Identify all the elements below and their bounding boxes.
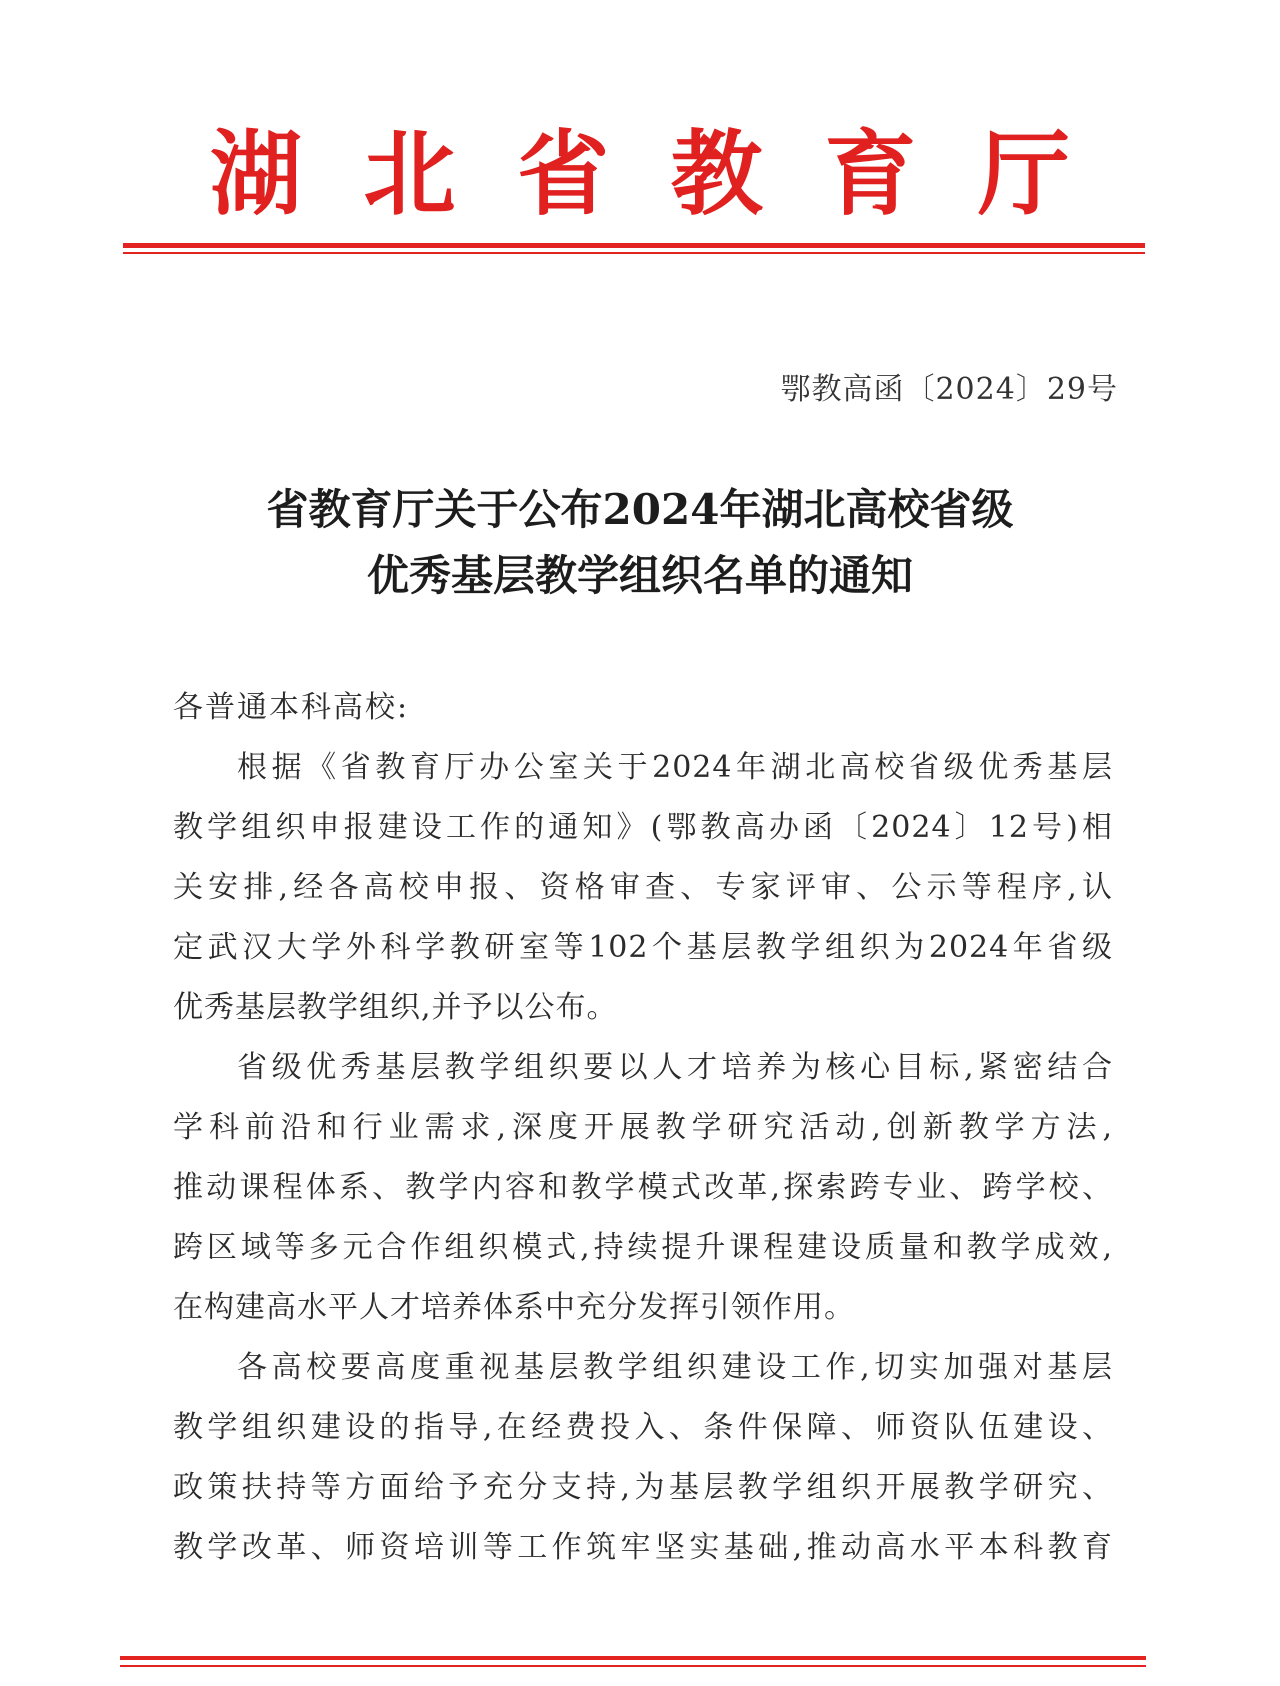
- letterhead: [210, 120, 1070, 230]
- paragraph-1-line: 根据《省教育厅办公室关于2024年湖北高校省级优秀基层: [237, 750, 1113, 785]
- letterhead-char: 育: [824, 121, 917, 228]
- paragraph-2-line: 推动课程体系、教学内容和教学模式改革,探索跨专业、跨学校、: [173, 1170, 1113, 1205]
- paragraph-3-line: 教学改革、师资培训等工作筑牢坚实基础,推动高水平本科教育: [173, 1530, 1113, 1565]
- letterhead-char: 厅: [977, 121, 1070, 228]
- paragraph-3-line: 教学组织建设的指导,在经费投入、条件保障、师资队伍建设、: [173, 1410, 1113, 1445]
- footer-rule-thick: [120, 1656, 1146, 1660]
- document-title-line-1: 省教育厅关于公布2024年湖北高校省级: [266, 485, 1014, 534]
- paragraph-2-line: 在构建高水平人才培养体系中充分发挥引领作用。: [173, 1290, 855, 1325]
- paragraph-1-line: 优秀基层教学组织,并予以公布。: [173, 990, 618, 1025]
- paragraph-2-line: 跨区域等多元合作组织模式,持续提升课程建设质量和教学成效,: [173, 1230, 1113, 1265]
- letterhead-char: 省: [517, 121, 610, 228]
- letterhead-rule-thin: [123, 252, 1145, 254]
- salutation: 各普通本科高校:: [173, 690, 410, 725]
- paragraph-1-line: 教学组织申报建设工作的通知》(鄂教高办函〔2024〕12号)相: [173, 810, 1113, 845]
- paragraph-3-line: 各高校要高度重视基层教学组织建设工作,切实加强对基层: [237, 1350, 1113, 1385]
- document-title-line-2: 优秀基层教学组织名单的通知: [366, 551, 913, 600]
- letterhead-rule-thick: [123, 243, 1145, 248]
- footer-rule-thin: [120, 1665, 1146, 1667]
- letterhead-char: 北: [363, 121, 456, 228]
- paragraph-1-line: 定武汉大学外科学教研室等102个基层教学组织为2024年省级: [173, 930, 1113, 965]
- paragraph-3-line: 政策扶持等方面给予充分支持,为基层教学组织开展教学研究、: [173, 1470, 1113, 1505]
- paragraph-2-line: 学科前沿和行业需求,深度开展教学研究活动,创新教学方法,: [173, 1110, 1113, 1145]
- paragraph-2-line: 省级优秀基层教学组织要以人才培养为核心目标,紧密结合: [237, 1050, 1113, 1085]
- letterhead-char: 湖: [210, 121, 303, 228]
- letterhead-char: 教: [670, 121, 763, 228]
- document-number: 鄂教高函〔2024〕29号: [780, 372, 1118, 407]
- paragraph-1-line: 关安排,经各高校申报、资格审查、专家评审、公示等程序,认: [173, 870, 1113, 905]
